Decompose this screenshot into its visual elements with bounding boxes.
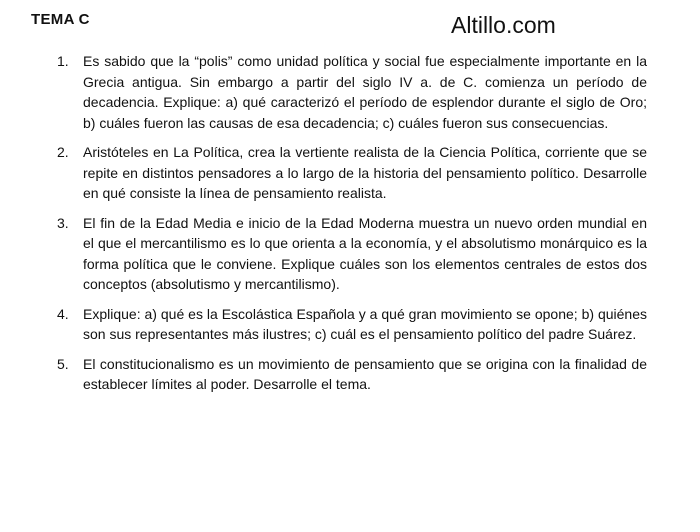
question-text: El constitucionalismo es un movimiento de pensamiento que se origina con la finalidad de establecer límites al poder. Desarrolle el tema. [83, 355, 647, 392]
question-text: Aristóteles en La Política, crea la vertiente realista de la Ciencia Política, corriente que se repite en distintos pensadores a lo largo de la historia del pensamiento político. Desarrolle en qué consiste la línea de pensamiento realista. [83, 144, 647, 201]
page-title: TEMA C [31, 11, 90, 28]
site-watermark: Altillo.com [451, 12, 556, 38]
question-number: 3. [57, 214, 69, 231]
question-item-4 [57, 304, 647, 345]
question-text: Explique: a) qué es la Escolástica Española y a qué gran movimiento se opone; b) quiénes son sus representantes más ilustres; c) cuál es el pensamiento político del padre Suárez. [83, 305, 647, 342]
question-item-1 [57, 51, 647, 133]
question-text: El fin de la Edad Media e inicio de la Edad Moderna muestra un nuevo orden mundial en el que el mercantilismo es lo que orienta a la economía, y el absolutismo monárquico es la forma política que le conviene. Explique cuáles son los elementos centrales de estos dos conceptos (absolutismo y mercantilismo). [83, 214, 647, 292]
question-item-3 [57, 213, 647, 295]
question-number: 1. [57, 53, 69, 69]
question-item-2 [57, 142, 647, 204]
question-number: 4. [57, 305, 69, 322]
question-number: 2. [57, 144, 69, 160]
question-text: Es sabido que la “polis” como unidad política y social fue especialmente importante en la Grecia antigua. Sin embargo a partir del siglo IV a. de C. comienza un período de decadencia. Explique: a) qué caracterizó el período de esplendor durante el siglo de Oro; b) cuáles fueron las causas de esa decadencia; c) cuáles fueron sus consecuencias. [83, 53, 647, 131]
question-item-5 [57, 354, 647, 395]
question-list [57, 51, 647, 404]
question-number: 5. [57, 355, 69, 372]
